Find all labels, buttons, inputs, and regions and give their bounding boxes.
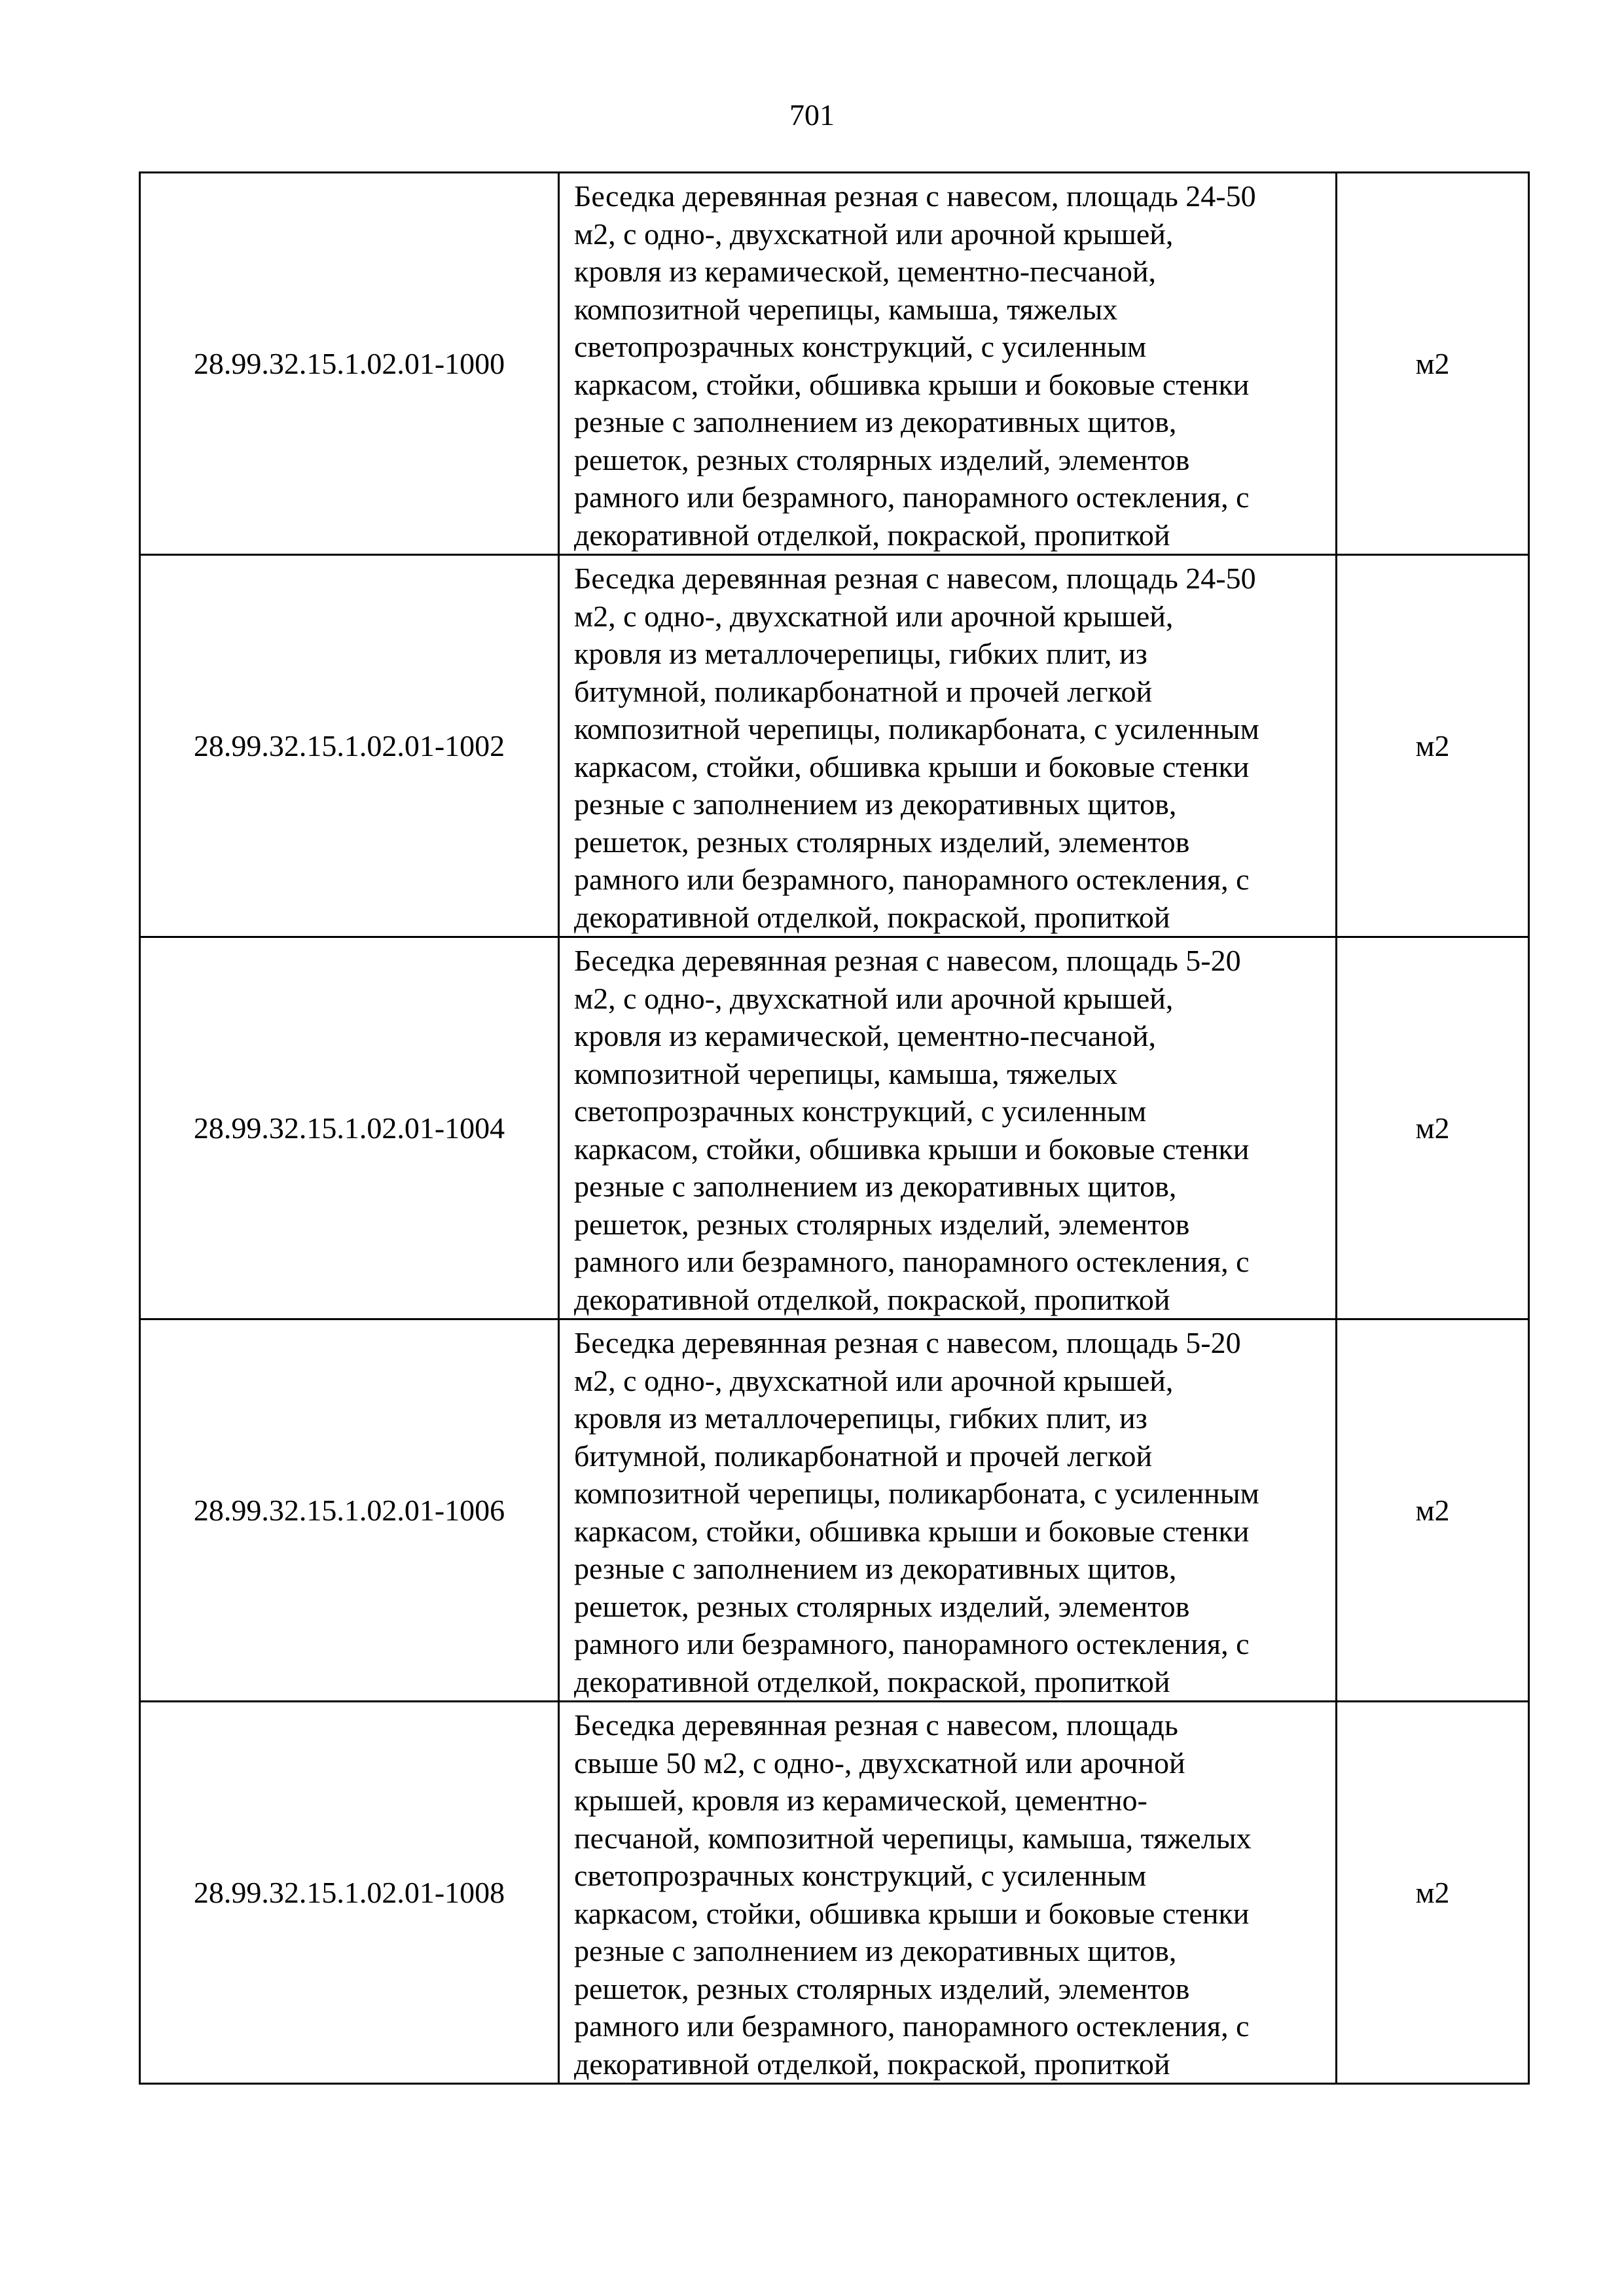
table-row: [140, 555, 1529, 937]
page-number: 701: [789, 98, 835, 132]
item-description: Беседка деревянная резная с навесом, площадь 24-50 м2, с одно-, двухскатной или арочной крышей, кровля из металлочерепицы, гибких плит, из битумной, поликарбонатной и прочей легкой композитной черепицы, поликарбоната, с усиленным каркасом, стойки, обшивка крыши и боковые стенки резные с заполнением из декоративных щитов, решеток, резных столярных изделий, элементов рамного или безрамного, панорамного остекления, с декоративной отделкой, покраской, пропиткой: [559, 555, 1337, 937]
table-row: [140, 173, 1529, 555]
table-row: [140, 1319, 1529, 1702]
item-unit: м2: [1337, 1702, 1529, 2084]
catalog-table: [139, 171, 1530, 2085]
item-description: Беседка деревянная резная с навесом, площадь 5-20 м2, с одно-, двухскатной или арочной крышей, кровля из керамической, цементно-песчаной, композитной черепицы, камыша, тяжелых светопрозрачных конструкций, с усиленным каркасом, стойки, обшивка крыши и боковые стенки резные с заполнением из декоративных щитов, решеток, резных столярных изделий, элементов рамного или безрамного, панорамного остекления, с декоративной отделкой, покраской, пропиткой: [559, 937, 1337, 1319]
item-code: 28.99.32.15.1.02.01-1008: [140, 1702, 559, 2084]
item-unit: м2: [1337, 937, 1529, 1319]
table-row: [140, 937, 1529, 1319]
item-unit: м2: [1337, 173, 1529, 555]
item-description: Беседка деревянная резная с навесом, площадь 24-50 м2, с одно-, двухскатной или арочной крышей, кровля из керамической, цементно-песчаной, композитной черепицы, камыша, тяжелых светопрозрачных конструкций, с усиленным каркасом, стойки, обшивка крыши и боковые стенки резные с заполнением из декоративных щитов, решеток, резных столярных изделий, элементов рамного или безрамного, панорамного остекления, с декоративной отделкой, покраской, пропиткой: [559, 173, 1337, 555]
item-code: 28.99.32.15.1.02.01-1000: [140, 173, 559, 555]
table-row: [140, 1702, 1529, 2084]
item-code: 28.99.32.15.1.02.01-1004: [140, 937, 559, 1319]
item-description: Беседка деревянная резная с навесом, площадь 5-20 м2, с одно-, двухскатной или арочной крышей, кровля из металлочерепицы, гибких плит, из битумной, поликарбонатной и прочей легкой композитной черепицы, поликарбоната, с усиленным каркасом, стойки, обшивка крыши и боковые стенки резные с заполнением из декоративных щитов, решеток, резных столярных изделий, элементов рамного или безрамного, панорамного остекления, с декоративной отделкой, покраской, пропиткой: [559, 1319, 1337, 1702]
item-unit: м2: [1337, 555, 1529, 937]
item-unit: м2: [1337, 1319, 1529, 1702]
item-description: Беседка деревянная резная с навесом, площадь свыше 50 м2, с одно-, двухскатной или арочной крышей, кровля из керамической, цементно- песчаной, композитной черепицы, камыша, тяжелых светопрозрачных конструкций, с усиленным каркасом, стойки, обшивка крыши и боковые стенки резные с заполнением из декоративных щитов, решеток, резных столярных изделий, элементов рамного или безрамного, панорамного остекления, с декоративной отделкой, покраской, пропиткой: [559, 1702, 1337, 2084]
item-code: 28.99.32.15.1.02.01-1006: [140, 1319, 559, 1702]
item-code: 28.99.32.15.1.02.01-1002: [140, 555, 559, 937]
